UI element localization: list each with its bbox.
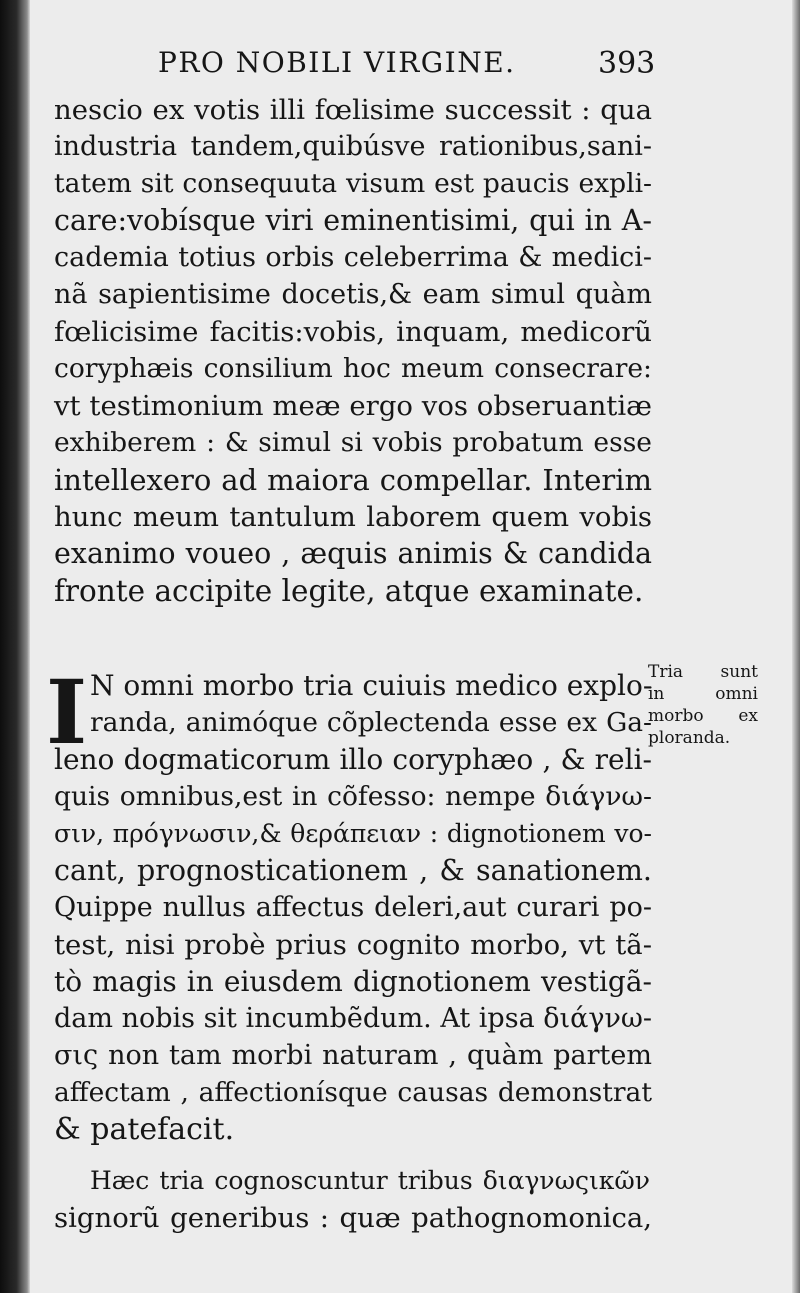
page-number: 393 (598, 46, 656, 81)
text-line: vt testimonium meæ ergo vos obseruantiæ (54, 390, 652, 422)
text-line: intellexero ad maiora compellar. Interim (54, 463, 652, 497)
text-line: fœlicisime facitis:vobis, inquam, medicorũ (54, 316, 652, 348)
page-gutter-shadow (0, 0, 30, 1293)
text-line: randa, animóque cõplectenda esse ex Ga- (90, 707, 652, 738)
text-line: cant, prognosticationem , & sanationem. (54, 854, 652, 887)
text-line: dam nobis sit incumbẽdum. At ipsa διάγνω- (54, 1003, 653, 1034)
text-line: quis omnibus,est in cõfesso: nempe διάγνω- (54, 781, 652, 812)
running-head: PRO NOBILI VIRGINE. (158, 46, 516, 79)
text-line: & patefacit. (54, 1112, 235, 1147)
text-line: nã sapientisime docetis,& eam simul quàm (54, 279, 652, 310)
text-line: σιν, πρόγνωσιν,& θεράπειαν : dignotionem vo- (54, 819, 652, 848)
text-line: Hæc tria cognoscuntur tribus διαγνωςικῶν (90, 1166, 650, 1195)
text-line: Quippe nullus affectus deleri,aut curari po- (54, 892, 652, 923)
text-line: fronte accipite legite, atque examinate. (54, 574, 644, 608)
margin-note-line: morbo ex (648, 706, 758, 726)
text-line: cademia totius orbis celeberrima & medici- (54, 242, 652, 273)
text-line: hunc meum tantulum laborem quem vobis (54, 501, 652, 533)
text-line: nescio ex votis illi fœlisime successit : qua (54, 94, 652, 126)
text-line: care:vobísque viri eminentisimi, qui in A- (54, 204, 652, 237)
margin-note-line: Tria sunt (648, 662, 758, 682)
text-line: N omni morbo tria cuiuis medico explo- (90, 669, 653, 702)
text-line: industria tandem,quibúsve rationibus,sani- (54, 131, 652, 162)
text-line: signorũ generibus : quæ pathognomonica, (54, 1202, 652, 1234)
margin-note-line: in omni (648, 684, 758, 704)
text-line: exanimo voueo , æquis animis & candida (54, 537, 652, 570)
text-line: σις non tam morbi naturam , quàm partem (54, 1040, 652, 1071)
margin-note-line: ploranda. (648, 728, 731, 748)
text-line: tò magis in eiusdem dignotionem vestigã- (54, 965, 652, 998)
page-edge-shadow (792, 0, 800, 1293)
text-line: exhiberem : & simul si vobis probatum esse (54, 427, 652, 458)
text-line: tatem sit consequuta visum est paucis expli- (54, 168, 652, 199)
drop-cap-initial: I (46, 660, 88, 764)
page-header (158, 46, 758, 90)
text-line: affectam , affectionísque causas demonstrat (54, 1077, 652, 1108)
text-line: leno dogmaticorum illo coryphæo , & reli- (54, 743, 652, 776)
text-line: test, nisi probè prius cognito morbo, vt tã- (54, 929, 652, 961)
text-line: coryphæis consilium hoc meum consecrare: (54, 353, 652, 384)
